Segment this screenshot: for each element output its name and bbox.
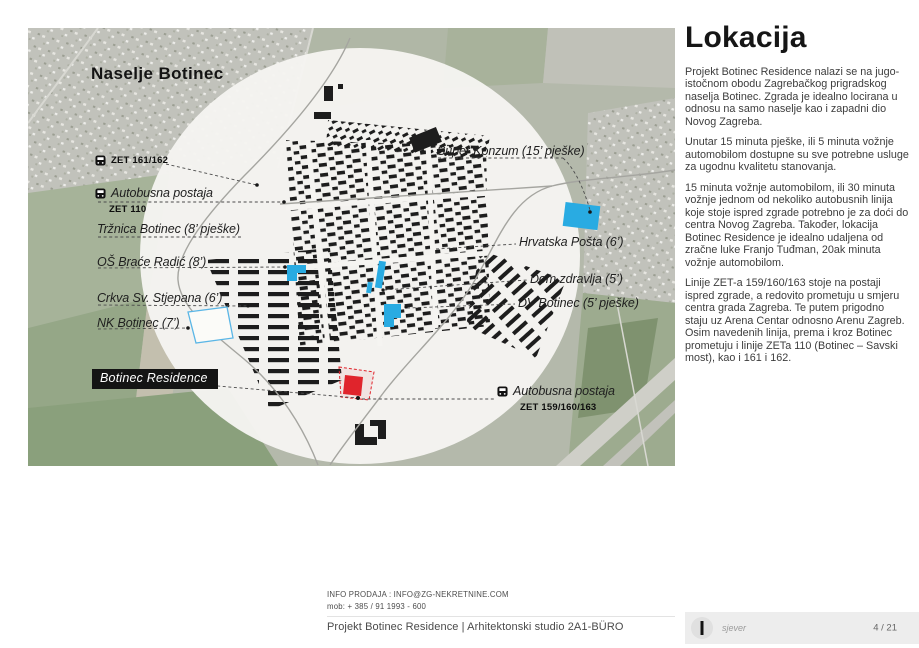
map-label-botinec-residence: Botinec Residence — [92, 369, 218, 389]
map-title: Naselje Botinec — [91, 64, 224, 83]
contact-info — [327, 589, 509, 614]
map-label-text: ZET 159/160/163 — [520, 402, 597, 413]
map-label-bus-stop-zet110 — [95, 186, 213, 200]
map-label-text: Super Konzum (15’ pješke) — [437, 144, 585, 158]
body-paragraph: 15 minuta vožnje automobilom, ili 30 minuta vožnje jednom od nekoliko autobusnih linija koje stoje ispred zgrade potrebno je za doći do centra Novog Zagreba. Također, lokacija Botinec Residence je idealno udaljena od zračne luke Franjo Tuđman, 20ak minuta vožnje automobilom. — [685, 181, 909, 269]
body-paragraph: Unutar 15 minuta pješke, ili 5 minuta vožnje automobilom dostupne su sve potrebne usluge za ugodnu kvalitetu stanovanja. — [685, 136, 909, 174]
footer-divider — [327, 616, 675, 617]
map-label-text: Dom zdravlja (5’) — [530, 272, 623, 286]
map-label-text: OŠ Braće Radić (8’) — [97, 255, 207, 269]
footer-bar — [685, 612, 919, 644]
map-label-dv-botinec — [518, 296, 639, 310]
bus-icon — [95, 188, 106, 199]
map-label-zet-110 — [109, 204, 146, 215]
article — [685, 22, 909, 373]
map-label-zet-161-162 — [95, 155, 168, 166]
north-arrow-icon — [691, 617, 713, 639]
body-paragraph: Linije ZET-a 159/160/163 stoje na postaji ispred zgrade, a redovito prometuju u smjeru centra grada Zagreba. Te putem prigodno staju uz Arena Centar odnosno Arenu Zagreb. Osim navedenih linija, prema i kroz Botinec prometuju i linije ZETa 110 (Botinec – Savski most), kao i 161 i 162. — [685, 277, 905, 365]
map-label-nk-botinec — [97, 316, 180, 330]
map-label-trznica — [97, 222, 240, 236]
mobile-line: mob: + 385 / 91 1993 - 600 — [327, 602, 427, 612]
bus-icon — [497, 386, 508, 397]
map-label-text: ZET 161/162 — [111, 155, 169, 166]
location-map — [28, 28, 675, 466]
map-label-crkva — [97, 291, 222, 305]
map-label-text: Autobusna postaja — [513, 384, 615, 398]
compass-needle — [701, 621, 704, 635]
map-label-text: Hrvatska Pošta (6’) — [519, 235, 624, 249]
map-label-text: ZET 110 — [109, 204, 147, 215]
bus-icon — [95, 155, 106, 166]
sales-info-line: INFO PRODAJA : INFO@ZG-NEKRETNINE.COM — [327, 590, 509, 599]
compass-label: sjever — [722, 623, 747, 633]
page-number: 4 / 21 — [873, 622, 897, 634]
map-label-hrvatska-posta — [519, 235, 623, 249]
map-label-text: Crkva Sv. Stjepana (6’) — [97, 291, 223, 305]
project-credit-line: Projekt Botinec Residence | Arhitektonski studio 2A1-BÜRO — [327, 621, 624, 633]
map-label-text: Tržnica Botinec (8’ pješke) — [97, 222, 240, 236]
map-label-text: DV Botinec (5’ pješke) — [518, 296, 639, 310]
map-label-bus-stop-zet159 — [497, 384, 615, 398]
body-paragraph: Projekt Botinec Residence nalazi se na jugo-istočnom obodu Zagrebačkog prigradskog naselja Botinec. Zgrada je idealno locirana u odnosu na samo naselje kao i zapadni dio Novog Zagreba. — [685, 65, 900, 128]
map-label-zet-159-160-163 — [520, 402, 596, 413]
map-label-text: NK Botinec (7’) — [97, 316, 180, 330]
map-label-text: Autobusna postaja — [111, 186, 213, 200]
map-label-os-brace-radic — [97, 255, 206, 269]
map-label-dom-zdravlja — [530, 272, 623, 286]
page-title: Lokacija — [685, 21, 807, 54]
map-label-super-konzum — [437, 144, 585, 158]
